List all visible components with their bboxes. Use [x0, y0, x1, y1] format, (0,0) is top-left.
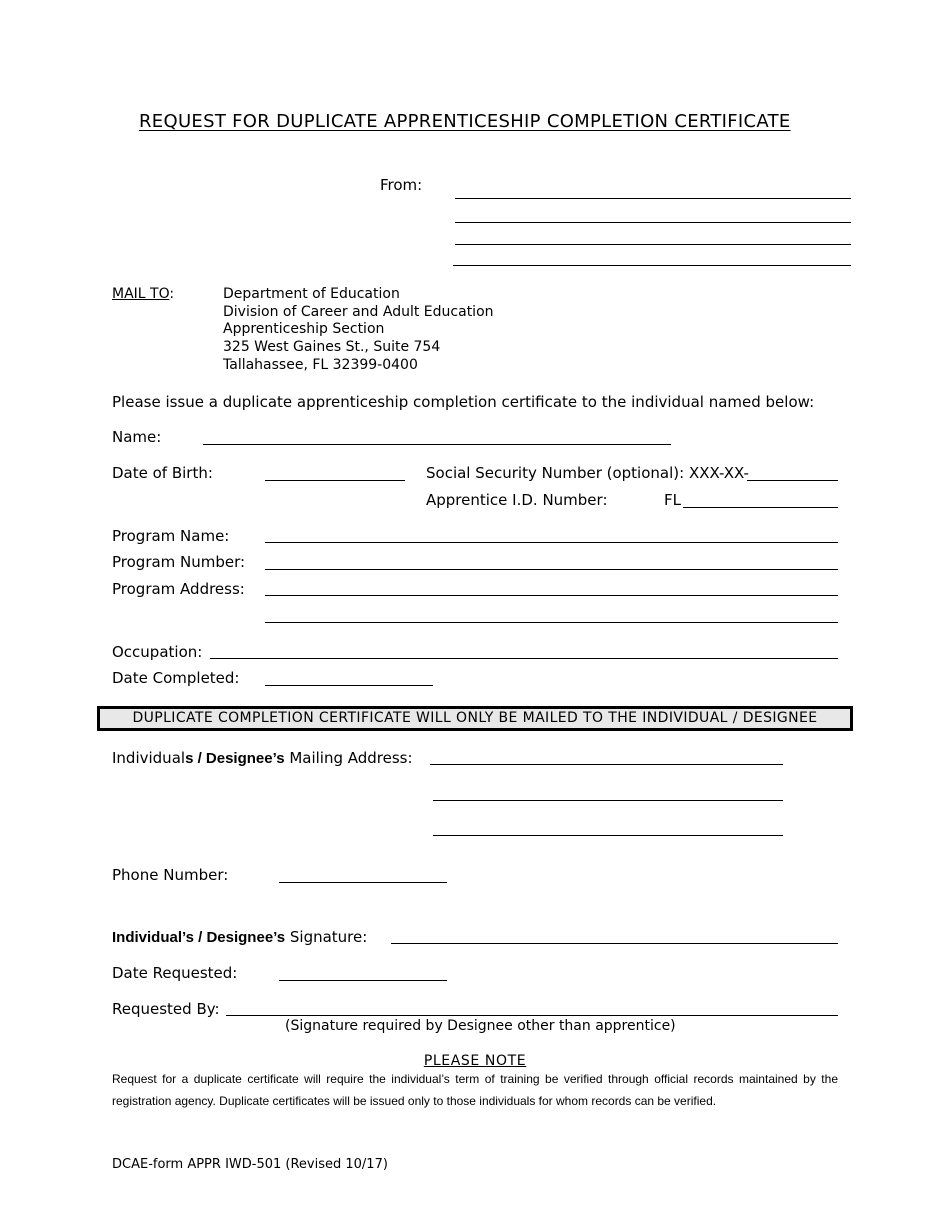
intro-text: Please issue a duplicate apprenticeship completion certificate to the individual named below:: [112, 393, 815, 411]
requested-by-note: (Signature required by Designee other than apprentice): [285, 1018, 676, 1034]
program-address-field-1[interactable]: [265, 595, 838, 596]
form-footer: DCAE-form APPR IWD-501 (Revised 10/17): [112, 1157, 388, 1172]
mail-to-line-2: Division of Career and Adult Education: [223, 304, 494, 320]
mail-to-line-5: Tallahassee, FL 32399-0400: [223, 357, 418, 373]
name-field[interactable]: [203, 444, 671, 445]
please-note-heading: PLEASE NOTE: [423, 1053, 527, 1069]
occupation-field[interactable]: [210, 658, 838, 659]
date-requested-field[interactable]: [279, 980, 447, 981]
notice-banner: DUPLICATE COMPLETION CERTIFICATE WILL ONLY BE MAILED TO THE INDIVIDUAL / DESIGNEE: [97, 706, 853, 731]
mailing-address-field-2[interactable]: [433, 800, 783, 801]
phone-field[interactable]: [279, 882, 447, 883]
form-title: REQUEST FOR DUPLICATE APPRENTICESHIP COMPLETION CERTIFICATE: [139, 111, 791, 132]
apprentice-id-label: Apprentice I.D. Number:: [426, 491, 608, 509]
program-name-field[interactable]: [265, 542, 838, 543]
from-line-1[interactable]: [455, 198, 851, 199]
program-number-label: Program Number:: [112, 553, 246, 571]
requested-by-field[interactable]: [226, 1015, 838, 1016]
date-completed-label: Date Completed:: [112, 669, 240, 687]
program-number-field[interactable]: [265, 569, 838, 570]
dob-label: Date of Birth:: [112, 464, 213, 482]
apprentice-id-prefix: FL: [664, 491, 681, 509]
apprentice-id-field[interactable]: [683, 507, 838, 508]
from-line-4[interactable]: [453, 265, 851, 266]
program-address-label: Program Address:: [112, 580, 245, 598]
ssn-field[interactable]: [747, 480, 838, 481]
ssn-label: Social Security Number (optional): XXX-XX-: [426, 464, 749, 482]
program-address-field-2[interactable]: [265, 622, 838, 623]
dob-field[interactable]: [265, 480, 405, 481]
mail-to-line-4: 325 West Gaines St., Suite 754: [223, 339, 441, 355]
please-note-body: Request for a duplicate certificate will require the individual’s term of training be verified through official records maintained by the registration agency. Duplicate certificates will be issued only to those individuals for whom records can be verified.: [112, 1072, 838, 1108]
mail-to-line-3: Apprenticeship Section: [223, 321, 385, 337]
name-label: Name:: [112, 428, 162, 446]
mailing-address-label: Individuals / Designee’s Mailing Address:: [112, 749, 413, 767]
program-name-label: Program Name:: [112, 527, 230, 545]
signature-field[interactable]: [391, 943, 838, 944]
date-requested-label: Date Requested:: [112, 964, 238, 982]
mail-to-label: MAIL TO:: [112, 286, 175, 302]
phone-label: Phone Number:: [112, 866, 229, 884]
signature-label: Individual’s / Designee’s Signature:: [112, 928, 368, 946]
date-completed-field[interactable]: [265, 685, 433, 686]
from-label: From:: [380, 176, 423, 194]
from-line-3[interactable]: [455, 244, 851, 245]
requested-by-label: Requested By:: [112, 1000, 220, 1018]
mailing-address-field-3[interactable]: [433, 835, 783, 836]
mail-to-line-1: Department of Education: [223, 286, 400, 302]
mailing-address-field-1[interactable]: [430, 764, 783, 765]
from-line-2[interactable]: [455, 222, 851, 223]
occupation-label: Occupation:: [112, 643, 203, 661]
